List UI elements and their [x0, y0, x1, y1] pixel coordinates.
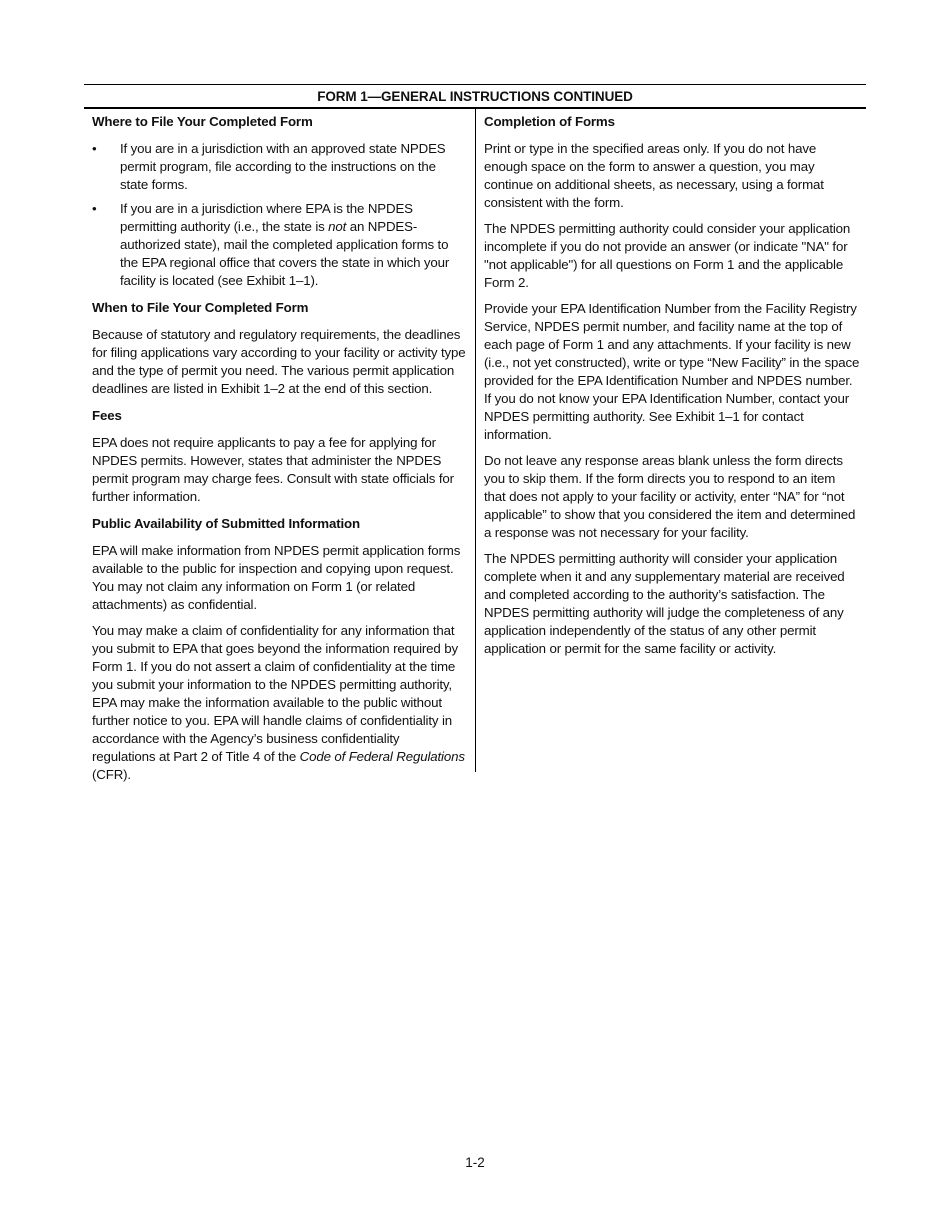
completion-paragraph: Print or type in the specified areas only. If you do not have enough space on the form to answer a question, you may continue on additional sheets, as necessary, using a format consistent with the form.	[484, 141, 824, 210]
page-number: 1-2	[465, 1155, 485, 1170]
public-availability-section	[92, 515, 466, 784]
emphasis-text: Code of Federal Regulations	[299, 749, 465, 764]
list-item	[92, 140, 466, 194]
completion-heading: Completion of Forms	[484, 114, 615, 129]
where-to-file-heading: Where to File Your Completed Form	[92, 114, 313, 129]
completion-paragraph: The NPDES permitting authority could consider your application incomplete if you do not provide an answer (or indicate "NA" for "not applicable") for all questions on Form 1 and the applicable Form 2.	[484, 221, 851, 290]
list-item	[92, 200, 466, 290]
completion-of-forms-section	[484, 113, 860, 658]
bullet-icon: •	[92, 141, 97, 156]
page-header	[84, 84, 866, 109]
where-to-file-list	[92, 140, 466, 290]
page-title: FORM 1—GENERAL INSTRUCTIONS CONTINUED	[317, 89, 633, 104]
where-to-file-section	[92, 113, 466, 290]
public-availability-paragraph: EPA will make information from NPDES permit application forms available to the public for inspection and copying upon request. You may not claim any information on Form 1 (or related attachments) as confidential.	[92, 543, 461, 612]
bullet-text: If you are in a jurisdiction with an approved state NPDES permit program, file according to the instructions on the state forms.	[120, 141, 446, 192]
left-column	[92, 108, 466, 784]
fees-heading: Fees	[92, 408, 122, 423]
paragraph-text-part: You may make a claim of confidentiality for any information that you submit to EPA that goes beyond the information required by Form 1. If you do not assert a claim of confidentiality at the time you submit your information to the NPDES permitting authority, EPA may make the information available to the public without further notice to you. EPA will handle claims of confidentiality in accordance with the Agency’s business confidentiality regulations at Part 2 of Title 4 of the	[92, 623, 458, 764]
bullet-icon: •	[92, 201, 97, 216]
emphasis-text: not	[328, 219, 347, 234]
confidentiality-paragraph	[92, 622, 466, 784]
column-divider	[475, 108, 476, 772]
right-column	[484, 108, 860, 658]
completion-paragraph: Do not leave any response areas blank unless the form directs you to skip them. If the form directs you to respond to an item that does not apply to your facility or activity, enter “NA” for “not applicable” to show that you considered the item and determined a response was not necessary for your facility.	[484, 453, 856, 540]
when-to-file-paragraph: Because of statutory and regulatory requirements, the deadlines for filing applications vary according to your facility or activity type and the type of permit you need. The various permit application deadlines are listed in Exhibit 1–2 at the end of this section.	[92, 327, 466, 396]
paragraph-text-part: (CFR).	[92, 767, 131, 782]
bullet-text-part: an NPDES-authorized state), mail the completed application forms to the EPA regional office that covers the state in which your facility is located (see Exhibit 1–1).	[120, 219, 450, 288]
when-to-file-section	[92, 299, 466, 398]
public-availability-heading: Public Availability of Submitted Information	[92, 516, 360, 531]
completion-paragraph: The NPDES permitting authority will consider your application complete when it and any supplementary material are received and completed according to the authority’s satisfaction. The NPDES permitting authority will judge the completeness of any application independently of the status of any other permit application or permit for the same facility or activity.	[484, 551, 845, 656]
when-to-file-heading: When to File Your Completed Form	[92, 300, 309, 315]
bullet-text-part: If you are in a jurisdiction where EPA is the NPDES permitting authority (i.e., the state is	[120, 201, 413, 234]
fees-section	[92, 407, 466, 506]
completion-paragraph: Provide your EPA Identification Number from the Facility Registry Service, NPDES permit number, and facility name at the top of each page of Form 1 and any attachments. If your facility is new (i.e., not yet constructed), write or type “New Facility” in the space provided for the EPA Identification Number and NPDES number. If you do not know your EPA Identification Number, contact your NPDES permitting authority. See Exhibit 1–1 for contact information.	[484, 301, 860, 442]
fees-paragraph: EPA does not require applicants to pay a fee for applying for NPDES permits. However, states that administer the NPDES permit program may charge fees. Consult with state officials for further information.	[92, 435, 454, 504]
